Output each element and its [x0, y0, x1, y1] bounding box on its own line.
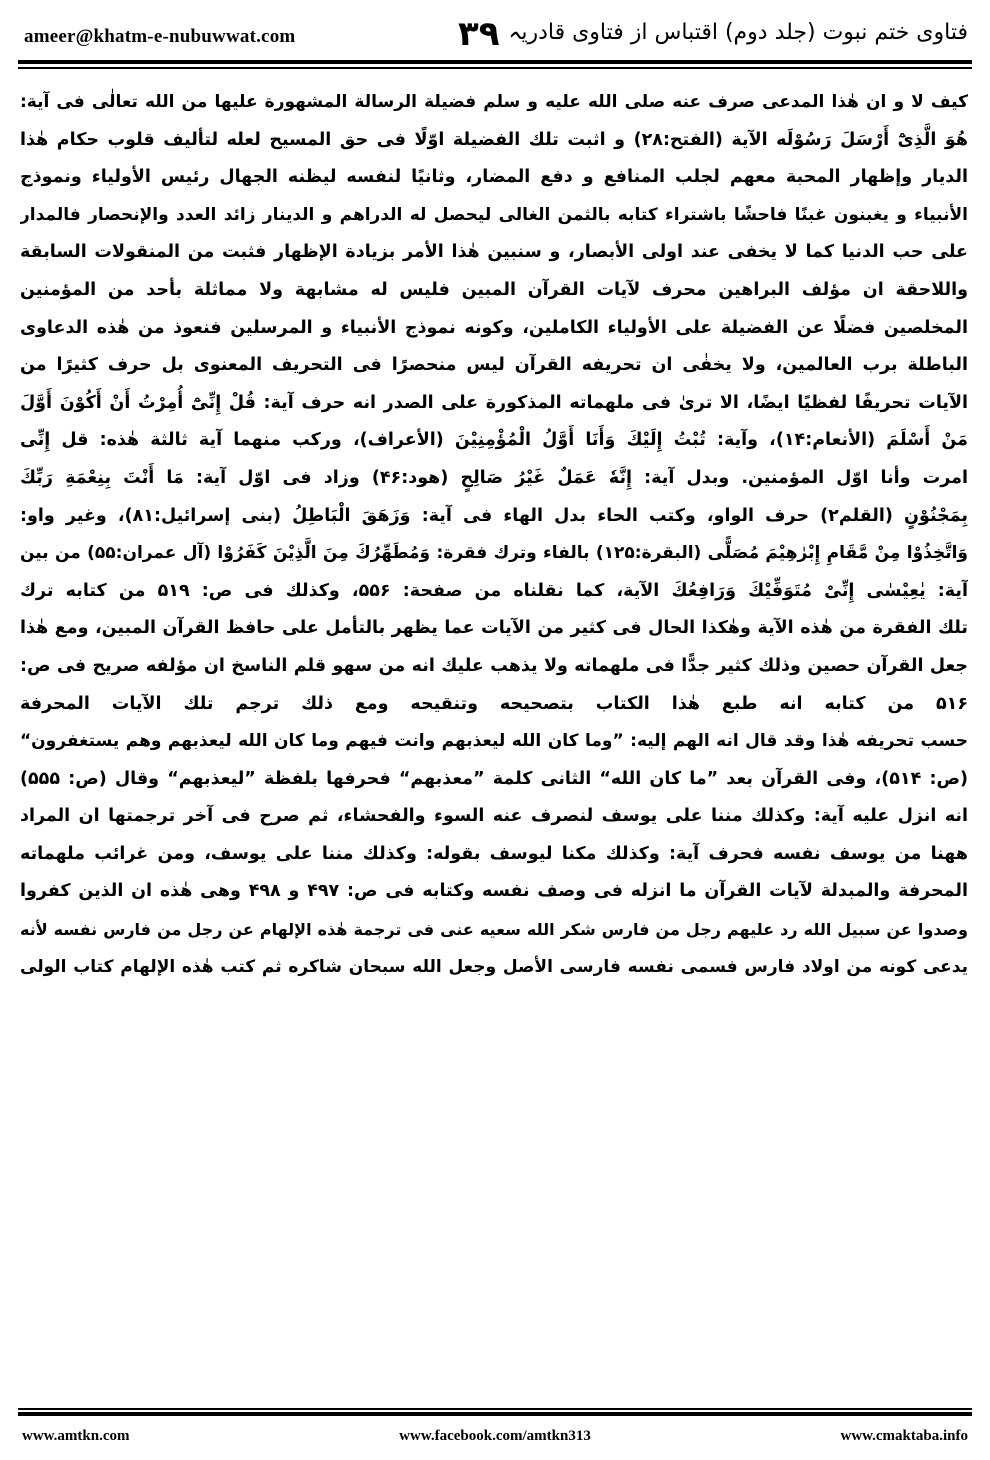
text-line: هُوَ الَّذِىْٓ أَرْسَلَ رَسُوْلَه الآية (الفتح:۲۸) و اثبت تلك الفضيلة اوّلًا فى حق المسيح لعله لتأليف قلوب حكام هٰذا: [20, 129, 968, 150]
footer-rule-thin: [18, 1408, 972, 1410]
text-line: مَنْ أَسْلَمَ (الأنعام:۱۴)، وآية: تُبْتُ إِلَيْكَ وَأَنَا أَوَّلُ الْمُؤْمِنِيْنَ (الأعراف)، وركب منهما آية ثالثة هٰذه: قل إِنِّى: [20, 430, 968, 451]
page-body: [20, 84, 968, 1402]
footer-link-cmaktaba[interactable]: www.cmaktaba.info: [840, 1428, 968, 1444]
page-header: [18, 12, 972, 62]
footer-rule-thick: [18, 1412, 972, 1416]
text-line: حسب تحريفه هٰذا وقد قال انه الهم إليه: ”وما كان الله ليعذبهم وانت فيهم وما كان الله ليعذبهم وهم يستغفرون“: [20, 731, 968, 752]
page-number: ۳۹: [458, 14, 500, 54]
text-line: الباطلة برب العالمين، ولا يخفٰى ان تحريفه القرآن ليس منحصرًا فى التحريف المعنوى بل حرف كثيرًا من: [20, 355, 968, 376]
text-line: واللاحقة ان مؤلف البراهين محرف لآيات القرآن المبين فليس له مشابهة ولا مماثلة بأحد من المؤمنين: [20, 279, 968, 300]
text-line: انه انزل عليه آية: وكذلك مننا على يوسف لنصرف عنه السوء والفحشاء، ثم صرح فى آخر ترجمتها ان المراد: [20, 806, 968, 827]
header-email: ameer@khatm-e-nubuwwat.com: [24, 26, 296, 47]
footer-link-facebook[interactable]: www.facebook.com/amtkn313: [399, 1428, 591, 1444]
footer-link-amtkn[interactable]: www.amtkn.com: [22, 1428, 130, 1444]
text-line: تلك الفقرة من هٰذه الآية وهٰكذا الحال فى كثير من الآيات عما يظهر بالتأمل على حافظ القرآن المبين، ومع هٰذا: [20, 618, 968, 639]
header-rule-thin: [18, 67, 972, 69]
text-line: يدعى كونه من اولاد فارس فسمى نفسه فارسى الأصل وجعل الله سبحان شاكره ثم كتب هٰذه الإلهام كتاب الولى: [20, 956, 968, 977]
text-line: كيف لا و ان هٰذا المدعى صرف عنه صلى الله عليه و سلم فضيلة الرسالة المشهورة عليها من الله تعالٰى فى آية:: [20, 92, 968, 112]
header-rule-thick: [18, 60, 972, 64]
text-line: المخلصين فضلًا عن الفضيلة على الأولياء الكاملين، وكونه نموذج الأنبياء و المرسلين فنعوذ من هٰذه الدعاوى: [20, 317, 968, 338]
text-line: امرت وأنا اوّل المؤمنين. وبدل آية: إِنَّهٗ عَمَلٌ غَيْرُ صَالِحٍ (هود:۴۶) وزاد فى اوّل آية: مَا أَنْتَ بِنِعْمَةِ رَبِّكَ: [20, 467, 968, 488]
text-line: جعل القرآن حصين وذلك كثير جدًّا فى ملهماته ولا يذهب عليك انه من سهو قلم الناسخ ان مؤلفه صريح فى ص:: [20, 655, 968, 676]
page-footer: [18, 1424, 972, 1450]
text-line: آية: يٰعِيْسٰى إِنِّىْ مُتَوَفِّيْكَ وَرَافِعُكَ الآية، كما نقلناه من صفحة: ۵۵۶، وكذلك فى ص: ۵۱۹ من كتابه ترك: [20, 580, 968, 601]
text-line: الديار وإظهار المحبة معهم لجلب المنافع و دفع المضار، وثانيًا لنفسه ليظنه الجهال رئيس الأولياء ونموذج: [20, 167, 968, 188]
text-line: بِمَجْنُوْنٍ (القلم۲) حرف الواو، وكتب الحاء بدل الهاء فى آية: وَزَهَقَ الْبَاطِلُ (بنى إسرائيل:۸۱)، وغير واو:: [20, 505, 968, 526]
text-line: الآيات تحريفًا لفظيًا ايضًا، الا ترىٰ فى ملهماته المذكورة على الصدر انه حرف آية: قُلْ إِنِّىْٓ أُمِرْتُ أَنْ أَكُوْنَ أَوَّلَ: [20, 392, 968, 413]
text-line: ۵۱۶ من كتابه انه طبع هٰذا الكتاب بتصحيحه وتنقيحه ومع ذلك ترجم تلك الآيات المحرفة: [20, 693, 968, 714]
book-title: فتاوی ختم نبوت (جلد دوم) اقتباس از فتاوی قادریہ: [508, 20, 968, 45]
text-line: وَاتَّخِذُوْا مِنْ مَّقَامِ إِبْرٰهِيْمَ مُصَلًّى (البقرة:۱۲۵) بالفاء وترك فقرة: وَمُطَهِّرُكَ مِنَ الَّذِيْنَ كَفَرُوْا (آل عمران:۵۵) من بين: [20, 543, 968, 564]
text-line: وصدوا عن سبيل الله رد عليهم رجل من فارس شكر الله سعيه عنى فى ترجمة هٰذه الإلهام عن رجل من فارس نفسه لأنه: [20, 920, 968, 940]
text-line: المحرفة والمبدلة لآيات القرآن ما انزله فى وصف نفسه وكتابه فى ص: ۴۹۷ و ۴۹۸ وهى هٰذه ان الذين كفروا: [20, 881, 968, 902]
text-line: على حب الدنيا كما لا يخفى عند اولى الأبصار، و سنبين هٰذا الأمر بزيادة الإظهار فثبت من المنقولات السابقة: [20, 242, 968, 263]
text-line: الأنبياء و يغبنون غبنًا فاحشًا باشتراء كتابه بالثمن الغالى ليحصل له الدراهم و الدينار زائد العدد والإنحصار فالمدار: [20, 204, 968, 225]
text-line: (ص: ۵۱۴)، وفى القرآن بعد ”ما كان الله“ الثانى كلمة ”معذبهم“ فحرفها بلفظة ”ليعذبهم“ وقال (ص: ۵۵۵): [20, 768, 968, 789]
text-line: ههنا من يوسف نفسه فحرف آية: وكذلك مكنا ليوسف بقوله: وكذلك مننا على يوسف، ومن غرائب ملهماته: [20, 843, 968, 864]
